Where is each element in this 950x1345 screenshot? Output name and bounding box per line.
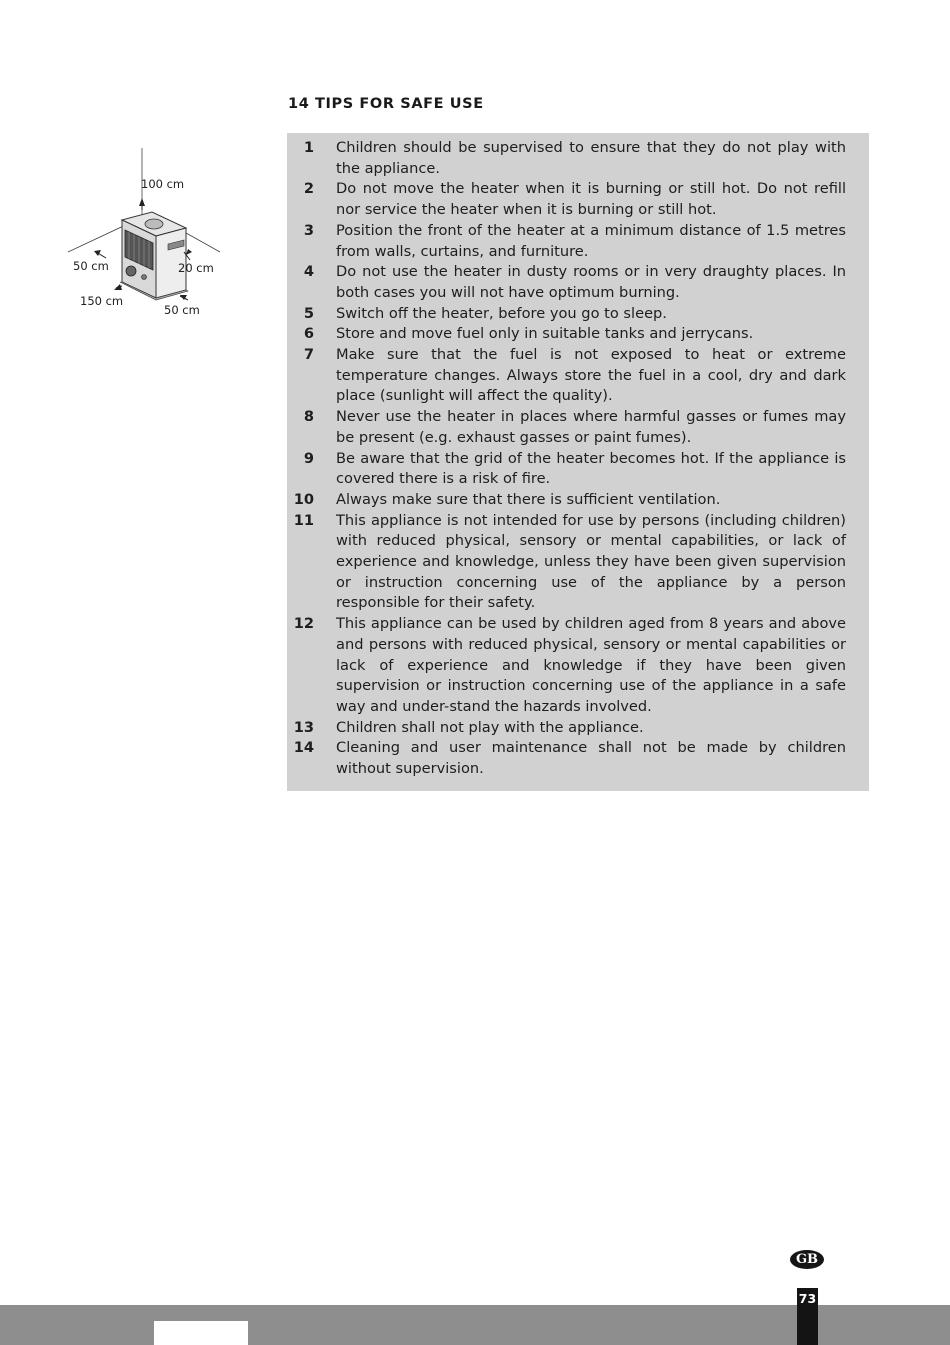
tip-item [287,718,869,739]
tip-text: Children shall not play with the appliance. [336,718,644,736]
tip-item [287,511,869,615]
tip-item [287,407,869,448]
language-badge: GB [790,1250,824,1269]
tip-text: Switch off the heater, before you go to sleep. [336,304,667,322]
tip-number: 7 [303,346,314,364]
tip-number: 4 [303,263,314,281]
tip-text: Always make sure that there is sufficient ventilation. [336,490,721,508]
tip-number: 5 [303,304,314,322]
tip-item [287,324,869,345]
tip-item [287,738,869,779]
tip-text: This appliance can be used by children aged from 8 years and above and persons with reduced physical, sensory or mental capabilities or lack of experience and knowledge if they have been given supervision or instruction concerning use of the appliance in a safe way and under-stand the hazards involved. [336,615,846,715]
tips-list [287,138,869,780]
footer-white-block [154,1321,248,1345]
tip-item [287,304,869,325]
tip-number: 2 [303,180,314,198]
label-back-clearance: 50 cm [164,303,200,317]
page-number: 73 [798,1291,817,1306]
tip-item [287,221,869,262]
tip-text: Position the front of the heater at a minimum distance of 1.5 metres from walls, curtains, and furniture. [336,221,846,260]
tip-text: Do not use the heater in dusty rooms or in very draughty places. In both cases you will not have optimum burning. [336,263,846,301]
tip-number: 6 [303,325,314,343]
label-top-clearance: 100 cm [141,177,185,191]
label-left-clearance: 50 cm [73,259,109,273]
tips-panel [287,133,869,791]
tip-item [287,449,869,490]
tip-text: Cleaning and user maintenance shall not be made by children without supervision. [336,739,846,778]
tip-item [287,614,869,718]
label-front-clearance: 150 cm [80,294,124,308]
tip-number: 1 [303,139,314,156]
tip-number: 11 [293,511,314,529]
tip-number: 3 [303,221,314,239]
clearance-diagram [60,140,260,330]
tip-text: This appliance is not intended for use by persons (including children) with reduced physical, sensory or mental capabilities, or lack of experience and knowledge, unless they have been given supervision or instruction concerning use of the appliance by a person responsible for their safety. [336,511,846,612]
tip-text: Children should be supervised to ensure that they do not play with the appliance. [336,139,846,177]
tip-text: Do not move the heater when it is burning or still hot. Do not refill nor service the heater when it is burning or still hot. [336,180,846,219]
tip-text: Never use the heater in places where harmful gasses or fumes may be present (e.g. exhaust gasses or paint fumes). [336,408,846,446]
tip-item [287,490,869,511]
tip-number: 9 [303,449,314,467]
tip-number: 12 [293,615,314,633]
tip-item [287,262,869,303]
tip-text: Store and move fuel only in suitable tanks and jerrycans. [336,325,754,343]
tip-text: Make sure that the fuel is not exposed to heat or extreme temperature changes. Always store the fuel in a cool, dry and dark place (sunlight will affect the quality). [336,346,846,405]
tip-number: 14 [293,739,314,757]
tip-number: 13 [293,718,314,736]
tip-item [287,138,869,179]
label-right-clearance: 20 cm [178,261,214,275]
tip-item [287,345,869,407]
tip-number: 8 [303,408,314,426]
tip-item [287,179,869,220]
section-title: 14 TIPS FOR SAFE USE [288,96,484,112]
tip-number: 10 [293,490,314,508]
tip-text: Be aware that the grid of the heater becomes hot. If the appliance is covered there is a risk of fire. [336,449,846,488]
heater-illustration [60,140,260,330]
